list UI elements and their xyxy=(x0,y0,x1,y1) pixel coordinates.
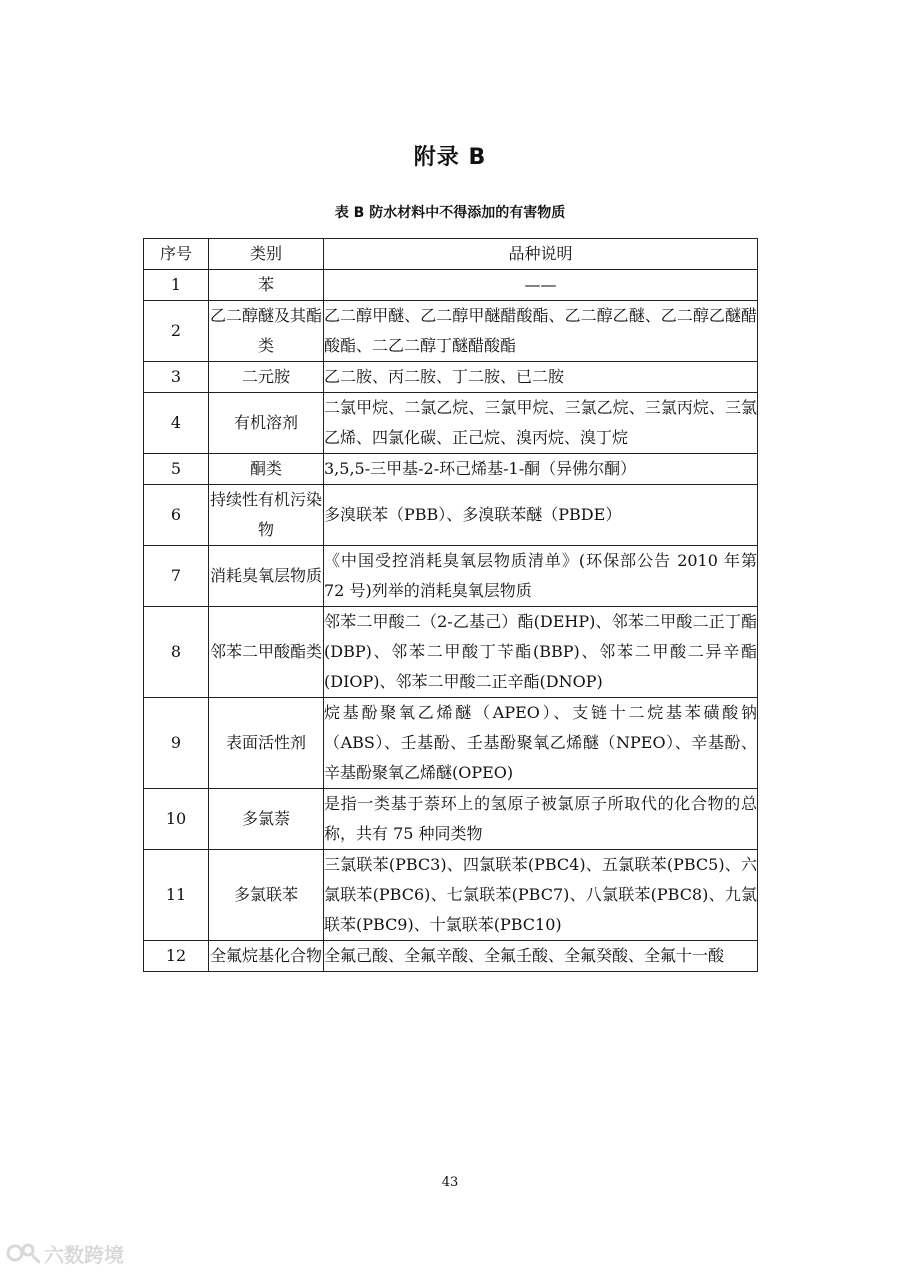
watermark xyxy=(6,1238,124,1268)
row-category: 多氯联苯 xyxy=(209,850,324,941)
row-no: 5 xyxy=(144,454,209,485)
table-row xyxy=(144,546,758,607)
table-row xyxy=(144,941,758,972)
header-category: 类别 xyxy=(209,239,324,270)
row-description: 乙二醇甲醚、乙二醇甲醚醋酸酯、乙二醇乙醚、乙二醇乙醚醋酸酯、二乙二醇丁醚醋酸酯 xyxy=(324,301,758,362)
row-no: 9 xyxy=(144,698,209,789)
row-description: 烷基酚聚氧乙烯醚（APEO）、支链十二烷基苯磺酸钠（ABS）、壬基酚、壬基酚聚氧乙烯醚（NPEO）、辛基酚、辛基酚聚氧乙烯醚(OPEO) xyxy=(324,698,758,789)
hazardous-substances-table xyxy=(143,238,758,972)
row-category: 邻苯二甲酸酯类 xyxy=(209,607,324,698)
row-no: 10 xyxy=(144,789,209,850)
row-description: 乙二胺、丙二胺、丁二胺、已二胺 xyxy=(324,362,758,393)
table-row xyxy=(144,789,758,850)
row-description: 《中国受控消耗臭氧层物质清单》(环保部公告 2010 年第 72 号)列举的消耗臭氧层物质 xyxy=(324,546,758,607)
row-no: 4 xyxy=(144,393,209,454)
table-row xyxy=(144,607,758,698)
row-category: 苯 xyxy=(209,270,324,301)
row-description: 是指一类基于萘环上的氢原子被氯原子所取代的化合物的总称，共有 75 种同类物 xyxy=(324,789,758,850)
table-row xyxy=(144,698,758,789)
table-row xyxy=(144,362,758,393)
row-category: 多氯萘 xyxy=(209,789,324,850)
row-no: 8 xyxy=(144,607,209,698)
table-row xyxy=(144,393,758,454)
appendix-title: 附录 B xyxy=(413,145,487,170)
row-category: 持续性有机污染物 xyxy=(209,485,324,546)
row-description: 多溴联苯（PBB）、多溴联苯醚（PBDE） xyxy=(324,485,758,546)
table-row xyxy=(144,485,758,546)
table-row xyxy=(144,301,758,362)
row-description: 三氯联苯(PBC3)、四氯联苯(PBC4)、五氯联苯(PBC5)、六氯联苯(PBC6)、七氯联苯(PBC7)、八氯联苯(PBC8)、九氯联苯(PBC9)、十氯联苯(PBC10) xyxy=(324,850,758,941)
table-row xyxy=(144,270,758,301)
watermark-text: 六数跨境 xyxy=(44,1242,124,1267)
row-category: 表面活性剂 xyxy=(209,698,324,789)
row-no: 3 xyxy=(144,362,209,393)
header-no: 序号 xyxy=(144,239,209,270)
row-no: 12 xyxy=(144,941,209,972)
row-category: 有机溶剂 xyxy=(209,393,324,454)
header-description: 品种说明 xyxy=(324,239,758,270)
row-category: 消耗臭氧层物质 xyxy=(209,546,324,607)
row-no: 2 xyxy=(144,301,209,362)
row-no: 6 xyxy=(144,485,209,546)
table-row xyxy=(144,850,758,941)
row-no: 11 xyxy=(144,850,209,941)
row-description: —— xyxy=(324,270,758,301)
row-no: 1 xyxy=(144,270,209,301)
logo-mark-icon xyxy=(6,1241,40,1265)
row-description: 3,5,5-三甲基-2-环己烯基-1-酮（异佛尔酮） xyxy=(324,454,758,485)
row-description: 邻苯二甲酸二（2-乙基己）酯(DEHP)、邻苯二甲酸二正丁酯(DBP)、邻苯二甲酸丁苄酯(BBP)、邻苯二甲酸二异辛酯(DIOP)、邻苯二甲酸二正辛酯(DNOP) xyxy=(324,607,758,698)
table-caption: 表 B 防水材料中不得添加的有害物质 xyxy=(334,205,566,221)
table-header-row xyxy=(144,239,758,270)
row-category: 二元胺 xyxy=(209,362,324,393)
table-row xyxy=(144,454,758,485)
page-number: 43 xyxy=(441,1175,459,1190)
row-category: 酮类 xyxy=(209,454,324,485)
row-no: 7 xyxy=(144,546,209,607)
row-description: 全氟己酸、全氟辛酸、全氟壬酸、全氟癸酸、全氟十一酸 xyxy=(324,941,758,972)
row-category: 乙二醇醚及其酯类 xyxy=(209,301,324,362)
row-description: 二氯甲烷、二氯乙烷、三氯甲烷、三氯乙烷、三氯丙烷、三氯乙烯、四氯化碳、正己烷、溴丙烷、溴丁烷 xyxy=(324,393,758,454)
row-category: 全氟烷基化合物 xyxy=(209,941,324,972)
